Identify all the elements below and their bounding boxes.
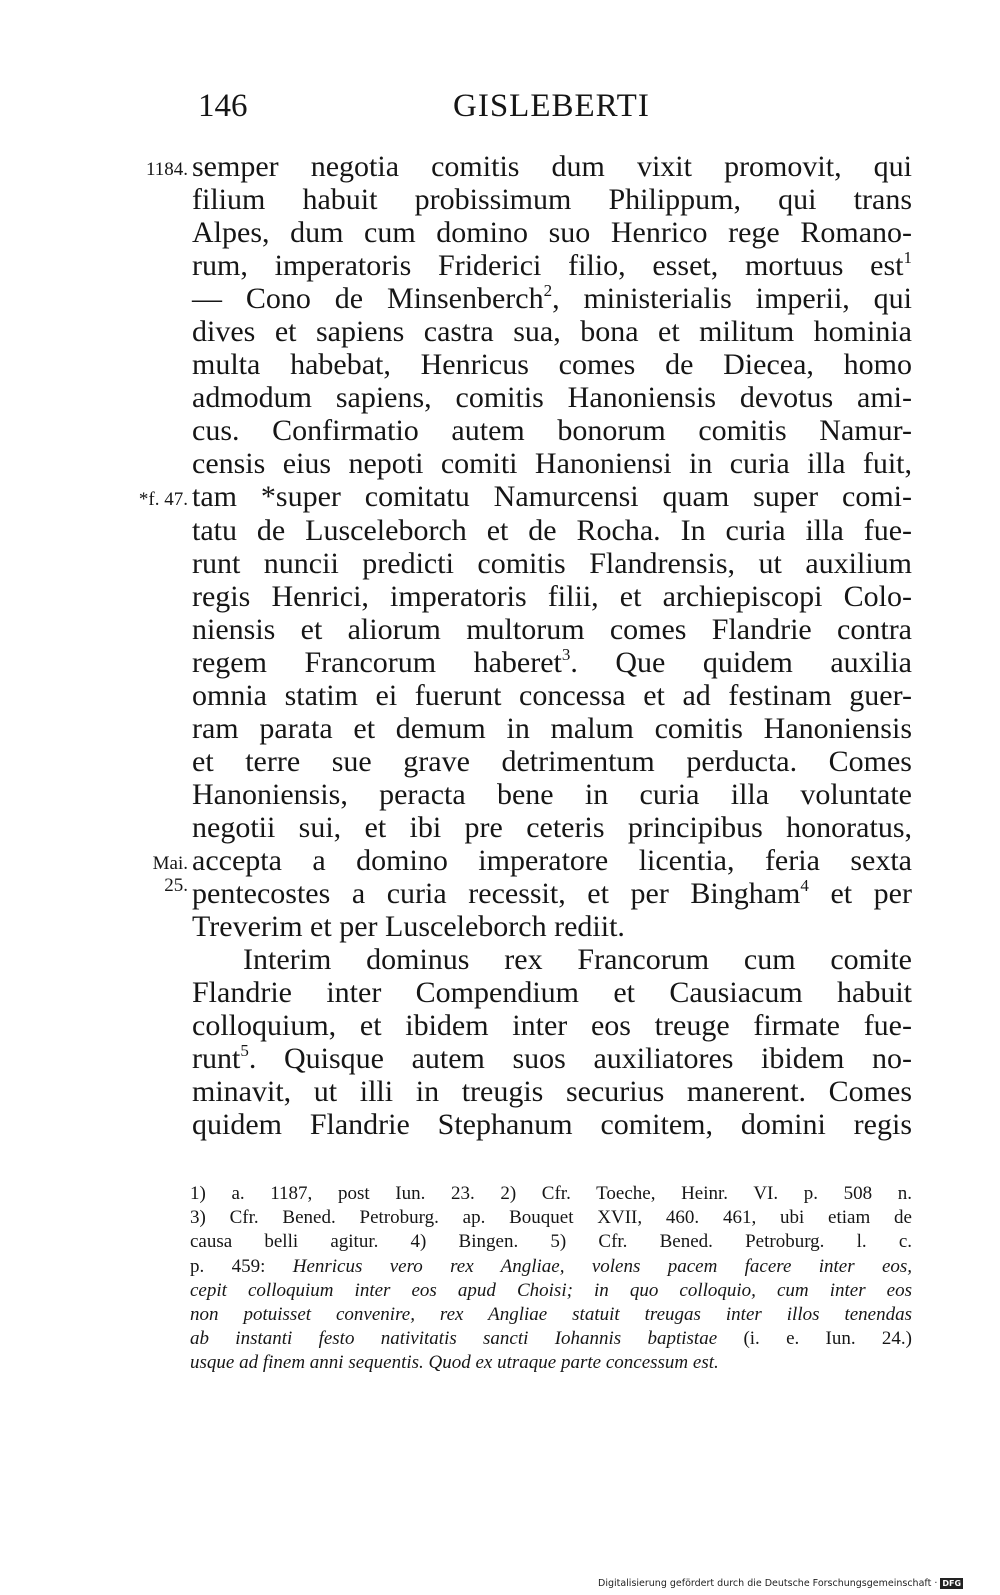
dfg-logo: DFG [942,1579,962,1588]
text-line: runt nuncii predicti comitis Flandrensis, ut auxilium [192,546,912,580]
text-line: admodum sapiens, comitis Hanoniensis devotus ami- [192,381,912,415]
footnote-ref: 4 [800,876,809,896]
text-line: cus. Confirmatio autem bonorum comitis Namur- [192,414,912,448]
text-line: semper negotia comitis dum vixit promovit, qui [192,150,912,183]
text-line: niensis et aliorum multorum comes Flandrie contra [192,612,912,646]
text-line: Flandrie inter Compendium et Causiacum habuit [192,976,912,1010]
text-line: rum, imperatoris Friderici filio, esset, mortuus est$^1$ [192,248,912,283]
digitization-credit: Digitalisierung gefördert durch die Deutsche Forschungsgemeinschaft · DFG [598,1578,962,1589]
footnote-2: 2) Cfr. Toeche, Heinr. VI. p. 508 n. [500,1183,913,1204]
footnote-4: 4) Bingen. [410,1231,519,1253]
text-line: Hanoniensis, peracta bene in curia illa voluntate [192,777,912,811]
footnote-line: ab instanti festo nativitatis sancti Iohannis baptistae (i. e. Iun. 24.) [190,1328,912,1350]
text-line: — Cono de Minsenberch$^2$, ministerialis imperii, qui [192,281,912,316]
text-line: quidem Flandrie Stephanum comitem, domini regis [192,1108,912,1142]
text-line: multa habebat, Henricus comes de Diecea, homo [192,348,912,382]
page-header [0,84,1000,134]
footnote-5: 5) Cfr. Bened. Petroburg. l. c. [550,1231,913,1253]
text-line: tam *super comitatu Namurcensi quam super comi- [192,480,912,514]
footnote-ref: 5 [240,1041,249,1061]
footnotes [0,1182,1000,1376]
margin-year: 1184. [145,159,188,180]
text-line: negotii sui, et ibi pre ceteris principibus honoratus, [192,810,912,844]
text-line: regis Henrici, imperatoris filii, et archiepiscopi Colo- [192,579,912,613]
text-line: ram parata et demum in malum comitis Hanoniensis [192,711,912,745]
footnote-ref: 1 [903,248,912,268]
text-line: Alpes, dum cum domino suo Henrico rege Romano- [192,216,912,250]
footnote-ref: 3 [561,644,571,664]
footnote-line [190,1182,912,1206]
footnote-ref: 2 [543,281,553,301]
margin-day: 25. [164,875,188,897]
text-line: filium habuit probissimum Philippum, qui trans [192,183,912,217]
page-number: 146 [198,88,248,124]
text-line: omnia statim ei fuerunt concessa et ad festinam guer- [192,678,912,712]
text-line: dives et sapiens castra sua, bona et militum hominia [192,315,912,349]
margin-folio: *f. 47. [138,489,188,511]
text-line: minavit, ut illi in treugis securius manerent. Comes [192,1075,912,1109]
footnote-line: non potuisset convenire, rex Angliae statuit treugas inter illos tenendas [190,1303,912,1325]
footnote-line: p. 459: Henricus vero rex Angliae, volens pacem facere inter eos, [190,1255,913,1277]
running-title: GISLEBERTI [453,88,650,124]
text-line: tatu de Lusceleborch et de Rocha. In curia illa fue- [192,513,912,547]
text-line: pentecostes a curia recessit, et per Bingham$^4$ et per [192,876,912,911]
text-line: runt$^5$. Quisque autem suos auxiliatores ibidem no- [192,1041,912,1076]
main-text [0,150,1000,1141]
text-line: accepta a domino imperatore licentia, feria sexta [192,843,912,877]
text-line: Interim dominus rex Francorum cum comite [243,943,912,977]
text-line: Treverim et per Lusceleborch rediit. [192,910,625,944]
text-line: censis eius nepoti comiti Hanoniensi in curia illa fuit, [192,447,912,481]
text-line: regem Francorum haberet$^3$. Que quidem auxilia [192,644,912,679]
footnote-line: cepit colloquium inter eos apud Choisi; in quo colloquio, cum inter eos [190,1279,912,1301]
footnote-line: causa belli agitur. 4) Bingen. 5) Cfr. Bened. Petroburg. l. c. [190,1231,913,1253]
footnote-1: 1) a. 1187, post Iun. 23. [190,1183,475,1204]
margin-month: Mai. [152,852,188,874]
footnote-line: 3) Cfr. Bened. Petroburg. ap. Bouquet XVII, 460. 461, ubi etiam de [190,1207,912,1229]
text-line: colloquium, et ibidem inter eos treuge firmate fue- [192,1009,912,1043]
text-line: et terre sue grave detrimentum perducta. Comes [192,744,912,778]
footnote-line: usque ad finem anni sequentis. Quod ex utraque parte concessum est. [190,1352,719,1374]
